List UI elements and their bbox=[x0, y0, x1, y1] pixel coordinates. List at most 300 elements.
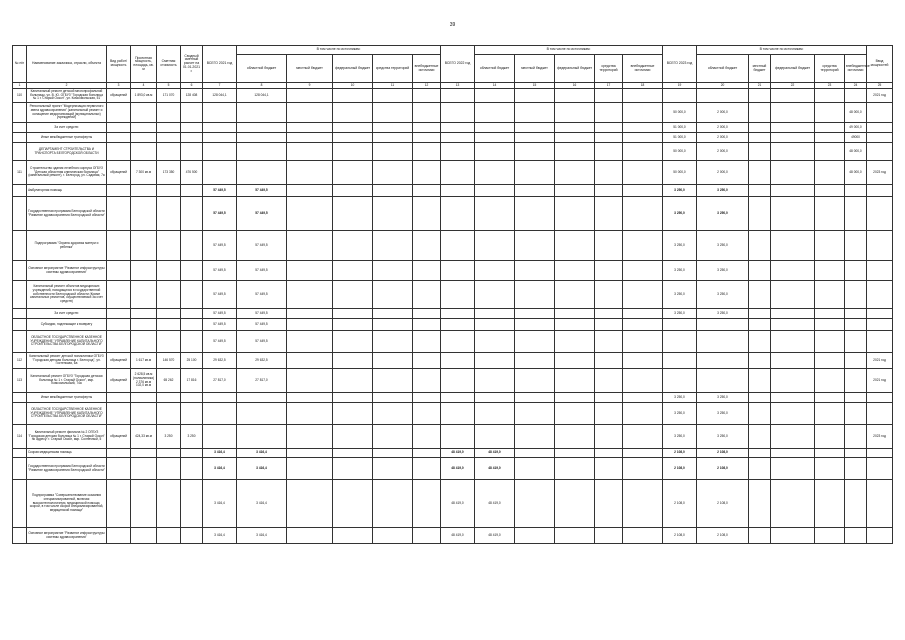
value-cell bbox=[107, 528, 131, 544]
value-cell bbox=[131, 331, 157, 353]
value-cell: обращений bbox=[107, 161, 131, 185]
value-cell bbox=[107, 123, 131, 133]
object-name-cell: За счет средств: bbox=[27, 309, 107, 319]
value-cell: 51 000,0 bbox=[663, 123, 697, 133]
value-cell: 1 893,0 кв.м bbox=[131, 89, 157, 103]
value-cell: 3 250,0 bbox=[663, 425, 697, 449]
value-cell bbox=[515, 261, 555, 281]
value-cell: 57 449,5 bbox=[203, 319, 237, 331]
value-cell bbox=[373, 197, 413, 231]
value-cell bbox=[131, 393, 157, 403]
value-cell bbox=[815, 353, 845, 369]
value-cell bbox=[867, 319, 893, 331]
value-cell bbox=[595, 393, 623, 403]
value-cell bbox=[157, 103, 181, 123]
value-cell bbox=[815, 197, 845, 231]
value-cell bbox=[181, 133, 203, 143]
value-cell bbox=[845, 331, 867, 353]
value-cell bbox=[555, 319, 595, 331]
source-header: областной бюджет bbox=[475, 55, 515, 83]
value-cell bbox=[413, 89, 441, 103]
value-cell bbox=[181, 231, 203, 261]
value-cell bbox=[413, 123, 441, 133]
value-cell bbox=[475, 353, 515, 369]
value-cell: 48 419,0 bbox=[475, 458, 515, 480]
value-cell bbox=[441, 281, 475, 309]
value-cell bbox=[475, 393, 515, 403]
column-number: 2 bbox=[27, 83, 107, 89]
value-cell: 48 000,0 bbox=[845, 161, 867, 185]
value-cell bbox=[413, 309, 441, 319]
object-name-cell: Скорая медицинская помощь bbox=[27, 449, 107, 458]
value-cell bbox=[237, 103, 287, 123]
value-cell bbox=[749, 161, 771, 185]
value-cell bbox=[845, 281, 867, 309]
value-cell bbox=[237, 161, 287, 185]
value-cell bbox=[107, 103, 131, 123]
value-cell bbox=[595, 185, 623, 197]
value-cell bbox=[373, 231, 413, 261]
value-cell bbox=[287, 103, 333, 123]
value-cell bbox=[749, 403, 771, 425]
value-cell bbox=[555, 231, 595, 261]
value-cell bbox=[867, 281, 893, 309]
value-cell bbox=[515, 369, 555, 393]
value-cell: 2 108,0 bbox=[663, 528, 697, 544]
value-cell bbox=[515, 231, 555, 261]
value-cell bbox=[373, 449, 413, 458]
value-cell bbox=[373, 425, 413, 449]
value-cell: 57 449,5 bbox=[203, 331, 237, 353]
value-cell bbox=[815, 261, 845, 281]
value-cell bbox=[771, 261, 815, 281]
value-cell: 49000 bbox=[845, 133, 867, 143]
value-cell bbox=[13, 123, 27, 133]
value-cell bbox=[157, 281, 181, 309]
value-cell: 2 108,0 bbox=[697, 528, 749, 544]
value-cell bbox=[203, 123, 237, 133]
value-cell bbox=[623, 197, 663, 231]
value-cell bbox=[515, 103, 555, 123]
value-cell bbox=[867, 133, 893, 143]
column-number: 20 bbox=[697, 83, 749, 89]
value-cell: 3 250,0 bbox=[663, 231, 697, 261]
value-cell bbox=[595, 231, 623, 261]
value-cell: 3 250,0 bbox=[663, 403, 697, 425]
value-cell bbox=[623, 458, 663, 480]
value-cell bbox=[413, 143, 441, 161]
value-cell bbox=[771, 133, 815, 143]
value-cell bbox=[373, 281, 413, 309]
value-cell bbox=[181, 528, 203, 544]
value-cell bbox=[515, 185, 555, 197]
value-cell bbox=[845, 261, 867, 281]
value-cell bbox=[237, 143, 287, 161]
value-cell bbox=[623, 143, 663, 161]
value-cell bbox=[867, 309, 893, 319]
value-cell: 110 bbox=[13, 89, 27, 103]
value-cell bbox=[413, 231, 441, 261]
value-cell: 3 250,0 bbox=[697, 281, 749, 309]
value-cell bbox=[287, 480, 333, 528]
col-header-total-2022: ВСЕГО 2022 год bbox=[441, 46, 475, 83]
source-header: внебюджетные источники bbox=[623, 55, 663, 83]
value-cell bbox=[623, 133, 663, 143]
value-cell bbox=[555, 403, 595, 425]
value-cell bbox=[515, 458, 555, 480]
value-cell: 2021 год bbox=[867, 353, 893, 369]
value-cell bbox=[515, 319, 555, 331]
value-cell bbox=[475, 185, 515, 197]
column-number: 18 bbox=[623, 83, 663, 89]
column-number: 22 bbox=[771, 83, 815, 89]
value-cell bbox=[749, 89, 771, 103]
value-cell bbox=[287, 319, 333, 331]
value-cell bbox=[595, 161, 623, 185]
value-cell: 3 250,0 bbox=[663, 393, 697, 403]
value-cell bbox=[623, 393, 663, 403]
column-number: 7 bbox=[203, 83, 237, 89]
value-cell bbox=[555, 458, 595, 480]
source-header: федеральный бюджет bbox=[555, 55, 595, 83]
value-cell bbox=[663, 319, 697, 331]
table-row bbox=[13, 123, 893, 133]
value-cell bbox=[287, 369, 333, 393]
value-cell bbox=[333, 353, 373, 369]
value-cell bbox=[287, 281, 333, 309]
value-cell: 57 449,5 bbox=[237, 261, 287, 281]
value-cell bbox=[815, 393, 845, 403]
value-cell bbox=[157, 449, 181, 458]
value-cell: 57 449,5 bbox=[237, 319, 287, 331]
value-cell bbox=[867, 449, 893, 458]
value-cell: 3 416,4 bbox=[237, 528, 287, 544]
value-cell bbox=[237, 133, 287, 143]
source-header: внебюджетные источники bbox=[845, 55, 867, 83]
value-cell bbox=[181, 123, 203, 133]
value-cell bbox=[595, 261, 623, 281]
value-cell bbox=[815, 319, 845, 331]
value-cell bbox=[373, 309, 413, 319]
value-cell bbox=[555, 89, 595, 103]
value-cell: 3 250 bbox=[181, 425, 203, 449]
value-cell bbox=[333, 185, 373, 197]
value-cell: 29 632,5 bbox=[237, 353, 287, 369]
value-cell bbox=[237, 425, 287, 449]
value-cell bbox=[107, 393, 131, 403]
value-cell bbox=[815, 89, 845, 103]
value-cell bbox=[771, 331, 815, 353]
value-cell bbox=[771, 319, 815, 331]
value-cell bbox=[623, 231, 663, 261]
value-cell bbox=[845, 425, 867, 449]
value-cell bbox=[749, 528, 771, 544]
object-name-cell: Капитальный ремонт детской многопрофильной больницы, ул. В. Ю. ОГБУЗ "Городская больница № 1 г. Старый Оскол", ул. Комсомольская, 51 bbox=[27, 89, 107, 103]
value-cell bbox=[623, 185, 663, 197]
value-cell bbox=[815, 331, 845, 353]
value-cell bbox=[203, 133, 237, 143]
table-row bbox=[13, 133, 893, 143]
value-cell bbox=[815, 528, 845, 544]
value-cell bbox=[441, 197, 475, 231]
value-cell bbox=[697, 89, 749, 103]
value-cell bbox=[595, 103, 623, 123]
column-number: 25 bbox=[867, 83, 893, 89]
value-cell bbox=[771, 123, 815, 133]
value-cell bbox=[333, 231, 373, 261]
value-cell bbox=[623, 261, 663, 281]
value-cell bbox=[107, 449, 131, 458]
value-cell bbox=[181, 458, 203, 480]
table-row bbox=[13, 89, 893, 103]
value-cell bbox=[771, 403, 815, 425]
value-cell: 2 000,0 bbox=[697, 103, 749, 123]
group-header-2023: В том числе по источникам: bbox=[697, 46, 867, 55]
value-cell bbox=[107, 261, 131, 281]
col-header-name: Наименование заказчика, отрасли, объекта bbox=[27, 46, 107, 83]
value-cell bbox=[555, 369, 595, 393]
value-cell bbox=[815, 309, 845, 319]
value-cell bbox=[623, 425, 663, 449]
value-cell bbox=[107, 480, 131, 528]
value-cell bbox=[287, 425, 333, 449]
value-cell bbox=[413, 197, 441, 231]
value-cell: 146 570 bbox=[157, 353, 181, 369]
value-cell: 3 250,0 bbox=[663, 281, 697, 309]
value-cell bbox=[441, 185, 475, 197]
value-cell bbox=[845, 403, 867, 425]
value-cell bbox=[13, 133, 27, 143]
object-name-cell: Государственная программа Белгородской области "Развитие здравоохранения Белгородской области" bbox=[27, 197, 107, 231]
value-cell bbox=[237, 403, 287, 425]
value-cell bbox=[441, 403, 475, 425]
column-number: 24 bbox=[845, 83, 867, 89]
value-cell: 48 419,0 bbox=[441, 458, 475, 480]
value-cell bbox=[287, 309, 333, 319]
value-cell: 48 000,0 bbox=[845, 143, 867, 161]
value-cell bbox=[131, 185, 157, 197]
value-cell bbox=[749, 353, 771, 369]
value-cell bbox=[749, 480, 771, 528]
object-name-cell: Основное мероприятие "Развитие инфраструктуры системы здравоохранения" bbox=[27, 261, 107, 281]
value-cell: 3 250,0 bbox=[663, 197, 697, 231]
value-cell bbox=[771, 89, 815, 103]
table-row bbox=[13, 261, 893, 281]
value-cell: 3 250,0 bbox=[663, 261, 697, 281]
value-cell: 3 416,4 bbox=[203, 528, 237, 544]
value-cell bbox=[13, 309, 27, 319]
source-header: местный бюджет bbox=[287, 55, 333, 83]
value-cell bbox=[287, 449, 333, 458]
column-number: 13 bbox=[441, 83, 475, 89]
column-number: 8 bbox=[237, 83, 287, 89]
value-cell bbox=[623, 281, 663, 309]
value-cell bbox=[157, 261, 181, 281]
value-cell bbox=[749, 458, 771, 480]
column-number: 3 bbox=[107, 83, 131, 89]
value-cell bbox=[475, 369, 515, 393]
value-cell bbox=[845, 309, 867, 319]
value-cell bbox=[623, 480, 663, 528]
value-cell bbox=[595, 133, 623, 143]
source-header: федеральный бюджет bbox=[771, 55, 815, 83]
value-cell bbox=[815, 480, 845, 528]
value-cell bbox=[181, 393, 203, 403]
value-cell bbox=[333, 319, 373, 331]
value-cell bbox=[845, 369, 867, 393]
value-cell: 48 419,0 bbox=[441, 480, 475, 528]
value-cell bbox=[515, 133, 555, 143]
value-cell bbox=[203, 103, 237, 123]
value-cell: 3 416,4 bbox=[237, 458, 287, 480]
column-number: 14 bbox=[475, 83, 515, 89]
value-cell bbox=[515, 353, 555, 369]
value-cell bbox=[867, 528, 893, 544]
value-cell bbox=[815, 369, 845, 393]
value-cell: 3 250 bbox=[157, 425, 181, 449]
value-cell bbox=[515, 331, 555, 353]
value-cell bbox=[515, 309, 555, 319]
value-cell bbox=[867, 197, 893, 231]
value-cell: 2 108,0 bbox=[663, 449, 697, 458]
value-cell bbox=[203, 403, 237, 425]
value-cell bbox=[107, 309, 131, 319]
value-cell bbox=[373, 261, 413, 281]
column-number: 9 bbox=[287, 83, 333, 89]
value-cell: 2 108,0 bbox=[663, 480, 697, 528]
value-cell bbox=[595, 281, 623, 309]
value-cell bbox=[475, 161, 515, 185]
value-cell bbox=[131, 528, 157, 544]
value-cell bbox=[441, 231, 475, 261]
value-cell bbox=[287, 458, 333, 480]
value-cell bbox=[181, 449, 203, 458]
value-cell bbox=[749, 331, 771, 353]
value-cell bbox=[373, 369, 413, 393]
value-cell: 2 108,0 bbox=[697, 480, 749, 528]
value-cell bbox=[157, 458, 181, 480]
source-header: областной бюджет bbox=[237, 55, 287, 83]
value-cell bbox=[287, 528, 333, 544]
value-cell: 48 419,0 bbox=[475, 449, 515, 458]
value-cell bbox=[373, 161, 413, 185]
value-cell bbox=[749, 309, 771, 319]
value-cell: 65 262 bbox=[157, 369, 181, 393]
value-cell: 48 419,0 bbox=[441, 449, 475, 458]
value-cell bbox=[555, 161, 595, 185]
value-cell bbox=[867, 103, 893, 123]
value-cell bbox=[13, 261, 27, 281]
value-cell: 7 300 кв.м bbox=[131, 161, 157, 185]
value-cell bbox=[333, 309, 373, 319]
value-cell bbox=[181, 480, 203, 528]
column-number: 10 bbox=[333, 83, 373, 89]
value-cell bbox=[333, 133, 373, 143]
value-cell bbox=[663, 89, 697, 103]
value-cell bbox=[623, 331, 663, 353]
value-cell bbox=[555, 331, 595, 353]
value-cell: 128 044,1 bbox=[203, 89, 237, 103]
value-cell bbox=[595, 403, 623, 425]
value-cell bbox=[441, 133, 475, 143]
value-cell bbox=[815, 403, 845, 425]
table-row bbox=[13, 458, 893, 480]
value-cell bbox=[107, 319, 131, 331]
object-name-cell: Основное мероприятие "Развитие инфраструктуры системы здравоохранения" bbox=[27, 528, 107, 544]
value-cell bbox=[333, 393, 373, 403]
value-cell bbox=[595, 143, 623, 161]
source-header: средства территорий bbox=[595, 55, 623, 83]
value-cell bbox=[595, 449, 623, 458]
value-cell bbox=[555, 143, 595, 161]
value-cell bbox=[13, 143, 27, 161]
source-header: федеральный бюджет bbox=[333, 55, 373, 83]
value-cell: 3 250,0 bbox=[697, 261, 749, 281]
value-cell bbox=[373, 480, 413, 528]
value-cell bbox=[333, 281, 373, 309]
object-name-cell: Капитальный ремонт детской поликлиники ОГБУЗ "Городская детская больница г. Белгород", ул. Гостенская, 6а bbox=[27, 353, 107, 369]
value-cell bbox=[413, 403, 441, 425]
value-cell bbox=[13, 197, 27, 231]
object-name-cell: Капитальный ремонт филиала № 2 ОГБУЗ "Городская детская больница № 1 г. Старый Оскол" по адресу: г. Старый Оскол, мкр. Солнечный, 5 bbox=[27, 425, 107, 449]
value-cell bbox=[157, 123, 181, 133]
value-cell bbox=[107, 231, 131, 261]
value-cell: 57 449,5 bbox=[237, 231, 287, 261]
value-cell: 17 816 bbox=[181, 369, 203, 393]
value-cell bbox=[203, 393, 237, 403]
value-cell bbox=[555, 133, 595, 143]
value-cell bbox=[203, 161, 237, 185]
value-cell bbox=[771, 369, 815, 393]
value-cell bbox=[181, 309, 203, 319]
column-number: 19 bbox=[663, 83, 697, 89]
value-cell bbox=[845, 393, 867, 403]
value-cell: 113 bbox=[13, 369, 27, 393]
value-cell bbox=[475, 281, 515, 309]
value-cell bbox=[555, 103, 595, 123]
value-cell bbox=[157, 528, 181, 544]
value-cell bbox=[771, 480, 815, 528]
value-cell: 3 250,0 bbox=[697, 393, 749, 403]
value-cell: 3 250,0 bbox=[663, 185, 697, 197]
value-cell bbox=[131, 281, 157, 309]
value-cell bbox=[287, 393, 333, 403]
value-cell bbox=[515, 393, 555, 403]
column-number: 6 bbox=[181, 83, 203, 89]
value-cell bbox=[771, 103, 815, 123]
value-cell bbox=[475, 103, 515, 123]
value-cell bbox=[475, 319, 515, 331]
value-cell bbox=[697, 331, 749, 353]
value-cell bbox=[697, 369, 749, 393]
value-cell bbox=[203, 425, 237, 449]
value-cell bbox=[413, 528, 441, 544]
table-row bbox=[13, 449, 893, 458]
value-cell bbox=[475, 309, 515, 319]
value-cell: 48 419,0 bbox=[441, 528, 475, 544]
value-cell bbox=[475, 197, 515, 231]
value-cell bbox=[373, 403, 413, 425]
value-cell bbox=[107, 143, 131, 161]
value-cell bbox=[555, 309, 595, 319]
value-cell bbox=[441, 319, 475, 331]
table-row bbox=[13, 161, 893, 185]
value-cell bbox=[373, 133, 413, 143]
value-cell bbox=[237, 393, 287, 403]
value-cell bbox=[287, 161, 333, 185]
value-cell bbox=[815, 103, 845, 123]
value-cell bbox=[663, 331, 697, 353]
